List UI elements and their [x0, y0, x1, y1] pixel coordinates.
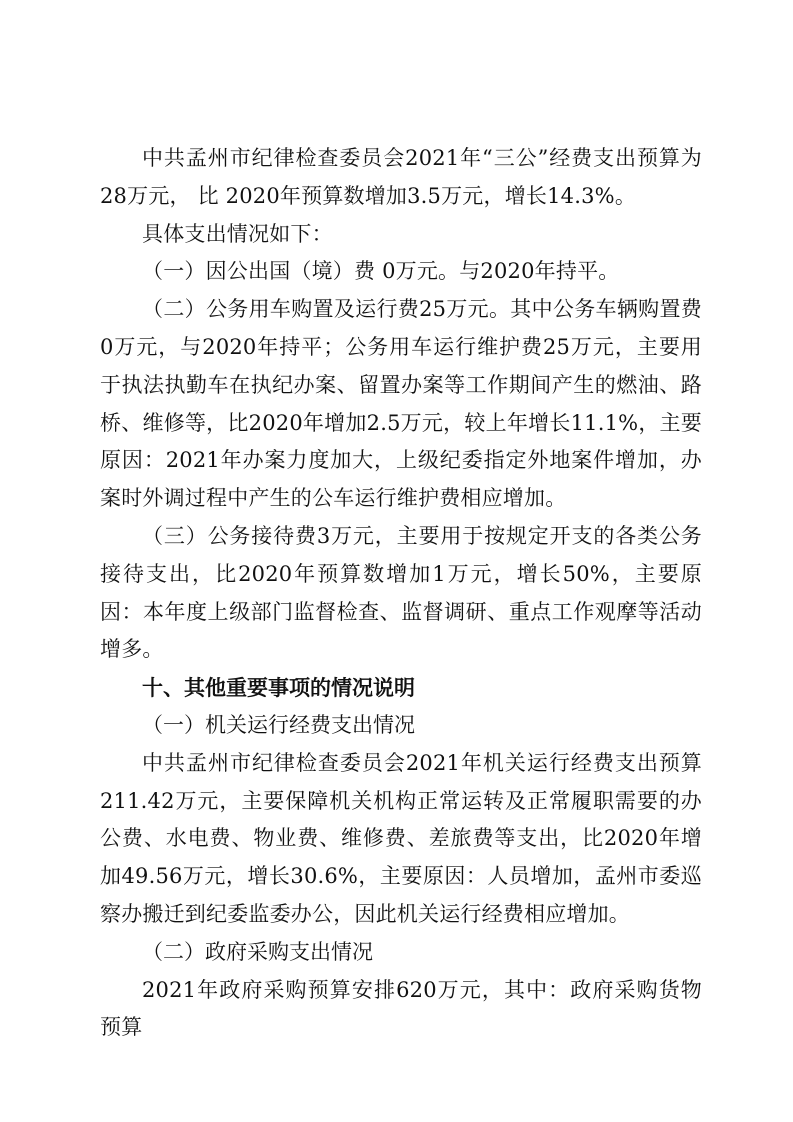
subheading-procurement: （二）政府采购支出情况: [142, 939, 373, 964]
paragraph-operating-costs: 中共孟州市纪律检查委员会2021年机关运行经费支出预算211.42万元，主要保障机关机构正常运转及正常履职需要的办公费、水电费、物业费、维修费、差旅费等支出，比2020年增加49.56万元，增长30.6%，主要原因：人员增加，孟州市委巡察办搬迁到纪委监委办公，因此机关运行经费相应增加。: [100, 750, 702, 926]
paragraph-three-public-budget: 中共孟州市纪律检查委员会2021年“三公”经费支出预算为28万元， 比 2020年预算数增加3.5万元，增长14.3%。: [100, 146, 702, 208]
paragraph-overseas-travel: （一）因公出国（境）费 0万元。与2020年持平。: [142, 259, 620, 284]
subheading-operating-costs: （一）机关运行经费支出情况: [142, 712, 415, 737]
paragraph-details-intro: 具体支出情况如下：: [142, 221, 333, 246]
paragraph-procurement: 2021年政府采购预算安排620万元，其中：政府采购货物预算: [100, 977, 702, 1040]
document-body: [100, 140, 702, 1047]
paragraph-vehicle-costs: （二）公务用车购置及运行费25万元。其中公务车辆购置费0万元，与2020年持平；公务用车运行维护费25万元，主要用于执法执勤车在执纪办案、留置办案等工作期间产生的燃油、路桥、维修等，比2020年增加2.5万元，较上年增长11.1%，主要原因：2021年办案力度加大，上级纪委指定外地案件增加，办案时外调过程中产生的公车运行维护费相应增加。: [100, 297, 702, 511]
section-heading-other-matters: 十、其他重要事项的情况说明: [142, 675, 415, 701]
paragraph-reception-costs: （三）公务接待费3万元，主要用于按规定开支的各类公务接待支出，比2020年预算数增加1万元，增长50%，主要原因：本年度上级部门监督检查、监督调研、重点工作观摩等活动增多。: [100, 523, 702, 662]
